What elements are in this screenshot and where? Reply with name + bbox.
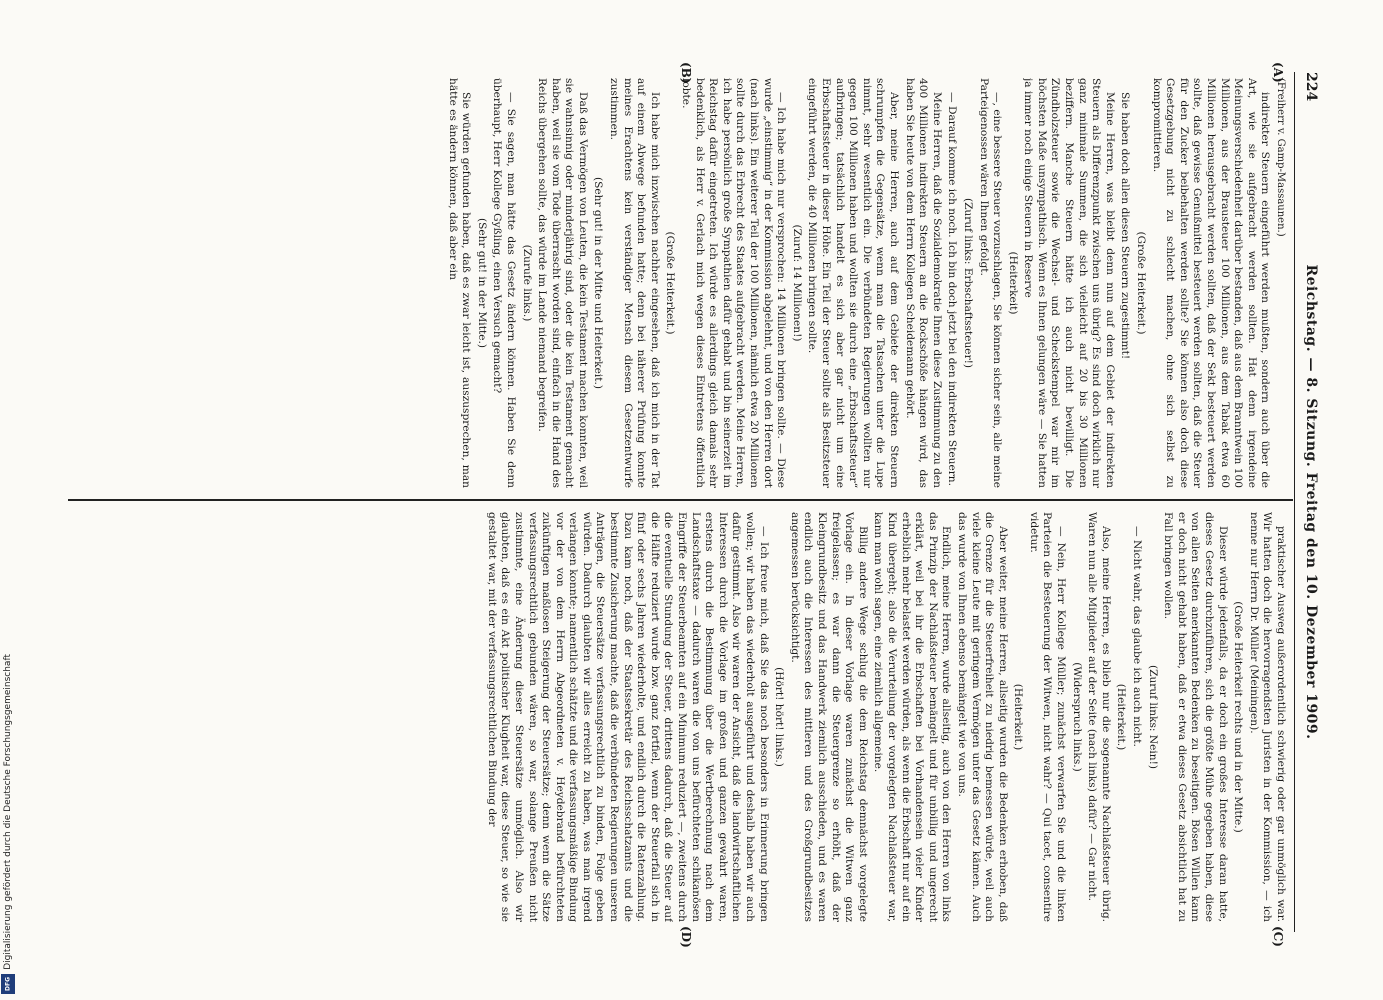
- speech-paragraph: —, eine bessere Steuer vorzuschlagen, Sie können sicher sein, alle meine Parteigenossen wären Ihnen gefolgt.: [977, 78, 1004, 488]
- speech-paragraph: indirekter Steuern eingeführt werden mußten, sondern auch über die Art, wie sie aufgebracht werden sollten. Hat denn irgendeine Meinungsverschiedenheit darüber bestanden, daß aus dem Branntwein 100 Millionen, aus der Brausteuer 100 Millionen, aus dem Tabak etwa 60 Millionen herausgebracht werden sollten, daß der Sekt besteuert werden sollte, daß gewisse Genußmittel besteuert werden sollten, daß die Steuer für den Zucker beibehalten werden sollte? Sie können also doch diese Gesetzgebung nicht zu schlecht machen, ohne sich selbst zu kompromittieren.: [1150, 78, 1272, 488]
- page-number: 224: [1303, 72, 1319, 102]
- running-head: Reichstag. — 8. Sitzung. Freitag den 10. Dezember 1909.: [1303, 264, 1319, 740]
- speech-paragraph: — Nein, Herr Kollege Müller; zunächst verwarfen Sie und die linken Parteien die Besteuerung der Witwen, nicht wahr? — Qui tacet, consentire videtur.: [1027, 512, 1068, 922]
- right-text-column: [72, 512, 1287, 922]
- speech-paragraph: Also, meine Herren, es blieb nur die sogenannte Nachlaßsteuer übrig. Waren nun alle Mitglieder auf der Seite (nach links) dafür? — Gar nicht.: [1086, 512, 1112, 922]
- speech-paragraph: — Sie sagen, man hätte das Gesetz ändern können. Haben Sie denn überhaupt, Herr Kollege Gyßling, einen Versuch gemacht?: [491, 78, 517, 488]
- speech-paragraph: Endlich, meine Herren, wurde allseitig, auch von den Herren von links das Prinzip der Nachlaßsteuer bemängelt und für unbillig und ungerecht erklärt, weil bei ihr die Erbschaften bei Vorhandensein vieler Kinder erheblich mehr belastet werden würden, als wenn die Erbschaft nur auf ein Kind übergeht; also die Verurteilung der vorgelegten Nachlaßsteuer war, kann man wohl sagen, eine ziemlich allgemeine.: [872, 512, 953, 922]
- stage-direction: (Zuruf links: Erbschaftssteuer!): [961, 197, 974, 369]
- speech-paragraph: praktischer Ausweg außerordentlich schwierig oder gar unmöglich war. Wir hatten doch die hervorragendsten Juristen in der Kommission, — ich nenne nur Herrn Dr. Müller (Meiningen).: [1247, 512, 1287, 922]
- speech-paragraph: Sie würden gefunden haben, daß es zwar leicht ist, auszusprechen, man hätte es ändern können, daß aber ein: [446, 78, 473, 488]
- stage-direction: (Sehr gut! in der Mitte und Heiterkeit.): [592, 177, 605, 389]
- column-divider: [68, 499, 1293, 501]
- margin-marker-d: (D): [679, 926, 693, 948]
- digitization-credit: Digitalisierung gefördert durch die Deutsche Forschungsgemeinschaft: [3, 654, 13, 970]
- stage-direction: (Heiterkeit): [1006, 251, 1019, 315]
- stage-direction: (Zuruf links: Nein!): [1146, 664, 1159, 770]
- speech-paragraph: Dieser würde jedenfalls, da er doch ein großes Interesse daran hatte, dieses Gesetz durchzuführen, sich die größte Mühe gegeben haben, diese von allen Seiten anerkannten Bedenken zu beseitigen. Bösen Willen kann er doch nicht gehabt haben, daß er etwa dieses Gesetz absichtlich hat zu Fall bringen wollen.: [1162, 512, 1229, 922]
- speech-paragraph: — Darauf komme ich noch. Ich bin doch jetzt bei den indirekten Steuern.: [946, 92, 959, 486]
- speech-paragraph: Meine Herren, daß die Sozialdemokratie Ihnen diese Zustimmung zu den 400 Millionen indirekten Steuern an die Rockschöße hängen wird, das haben Sie heute von dem Herrn Kollegen Scheidemann gehört.: [903, 78, 943, 488]
- stage-direction: (Große Heiterkeit.): [664, 231, 677, 335]
- left-text-column: [72, 78, 1287, 488]
- margin-marker-b: (B): [679, 62, 693, 84]
- speech-paragraph: Aber, meine Herren, auch auf dem Gebiete der direkten Steuern schrumpfen die Gegensätze, wenn man die Tatsachen unter die Lupe nimmt, sehr wesentlich ein. Die verbündeten Regierungen wollten nur gegen 100 Millionen haben und wollten sie durch eine „Erbschaftssteuer“ aufbringen; tatsächlich handelt es sich aber gar nicht um eine Erbschaftssteuer in dieser Höhe. Ein Teil der Steuer sollte als Besitzsteuer eingeführt werden, die 40 Millionen bringen sollte.: [806, 78, 900, 488]
- digitization-sidebar: [0, 0, 16, 1000]
- speech-paragraph: Ich habe mich inzwischen nachher eingesehen, daß ich mich in der Tat auf einem Abwege befunden hatte; denn bei näherer Prüfung konnte meines Erachtens kein verständiger Mensch diesem Gesetzentwurfe zustimmen.: [608, 78, 661, 488]
- stage-direction: (Sehr gut! in der Mitte.): [475, 218, 488, 348]
- stage-direction: (Große Heiterkeit rechts und in der Mitte.): [1232, 601, 1245, 833]
- stage-direction: (Heiterkeit.): [1115, 683, 1128, 751]
- stage-direction: (Hört! hört! links.): [773, 667, 786, 767]
- page-header: [1293, 72, 1323, 932]
- stage-direction: (Zurufe links.): [520, 244, 533, 322]
- speech-paragraph: Meine Herren, was bleibt denn nun auf dem Gebiet der indirekten Steuern als Differenzpunkt zwischen uns übrig? Es sind doch wirklich nur ganz minimale Summen, die sich vielleicht auf 20 bis 30 Millionen beziffern. Manche Steuern hätte ich auch nicht bewilligt. Die Zündholzsteuer sowie die Wechsel- und Scheckstempel war mir im höchsten Maße unsympathisch. Wenn es Ihnen gelungen wäre — Sie hatten ja immer noch einige Steuern in Reserve: [1022, 78, 1116, 488]
- stage-direction: (Große Heiterkeit.): [1135, 231, 1148, 335]
- margin-marker-a: (A): [1271, 62, 1285, 83]
- speech-paragraph: — Ich freue mich, daß Sie das noch besonders in Erinnerung bringen wollen; wir haben das wiederholt ausgeführt und deshalb haben wir auch dafür gestimmt. Also wir waren der Ansicht, daß die landwirtschaftlichen Interessen durch die Vorlage im großen und ganzen gewahrt waren, erstens durch die Bestimmung über die Wertberechnung nach dem Landschaftstaxe — dadurch waren die von uns befürchteten schikanösen Eingriffe der Steuerbeamten auf ein Minimum reduziert —, zweitens durch die eventuelle Stundung der Steuer, drittens dadurch, daß die Steuer auf die Hälfte reduziert wurde bzw. ganz fortfiel, wenn der Steuerfall sich in fünf oder sechs Jahren wiederholte, und endlich durch die Ratenzahlung. Dazu kam noch, daß der Staatssekretär des Reichsschatzamts und die bestimmte Zusicherung machte, daß die verbündeten Regierungen unseren Anträgen, die Steuersätze verfassungsrechtlich zu binden, Folge geben würden. Dadurch glaubten wir alles erreicht zu haben, was man irgend verlangen konnte; namentlich schätzte und die verfassungsmäßige Bindung vor der von dem Herrn Abgeordneten v. Heydebrand befürchteten zukünftigen maßlosen Steigerung der Steuersätze; denn wenn die Sätze verfassungsrechtlich gebunden wären, so war, solange Preußen nicht zustimmte, eine Änderung dieser Steuersätze unmöglich. Also wir glaubten, daß es ein Akt politischer Klugheit war, diese Steuer, so wie sie gestaltet war, mit der verfassungsrechtlichen Bindung der: [485, 512, 770, 922]
- speech-paragraph: — Ich habe mich nur versprochen: 14 Millionen bringen sollte. — Diese wurde „einstimmig“ in der Kommission abgelehnt, und von den Herren dort (nach links). Ein weiterer Teil der 100 Millionen, nämlich etwa 20 Millionen sollte durch das Erbrecht des Staates aufgebracht werden. Meine Herren, ich habe persönlich große Sympathien dafür gehabt und bin seinerzeit im Reichstag dafür eingetreten. Ich würde es allerdings gleich damals sehr bedenklich, als Herr v. Gerlach mich wegen dieses Eintretens öffentlich lobte.: [680, 78, 788, 488]
- speech-paragraph: Aber weiter, meine Herren, allseitig wurden die Bedenken erhoben, daß die Grenze für die Steuerfreiheit zu niedrig bemessen würde, weil auch viele kleine Leute mit geringem Vermögen unter das Gesetz kämen. Auch das wurde von Ihnen ebenso bemängelt wie von uns.: [955, 512, 1009, 922]
- speaker-line: (Freiherr v. Gamp-Massaunen.): [1275, 78, 1286, 237]
- dfg-logo-icon: DFG: [1, 974, 15, 994]
- header-rule: [1294, 72, 1295, 932]
- stage-direction: (Heiterkeit.): [1012, 683, 1025, 751]
- speech-paragraph: Sie haben doch allen diesen Steuern zugestimmt!: [1119, 92, 1132, 360]
- speech-paragraph: Billig andere Wege schlug die dem Reichstag demnächst vorgelegte Vorlage ein. In dieser Vorlage waren zunächst die Witwen ganz freigelassen; es war dann die Steuergrenze so erhöht, daß der Kleingrundbesitz und das Handwerk ziemlich ausschieden, und es waren endlich auch die Interessen des mittleren und des Großgrundbesitzes angemessen berücksichtigt.: [788, 512, 869, 922]
- stage-direction: (Zuruf: 14 Millionen!): [790, 224, 803, 342]
- speech-paragraph: Daß das Vermögen von Leuten, die kein Testament machen konnten, weil sie wahnsinnig oder minderjährig sind, oder die kein Testament gemacht haben, weil sie vom Tode überrascht worden sind, einfach in die Hand des Reichs übergehen sollte, das würde im Lande niemand begreifen.: [536, 78, 589, 488]
- stage-direction: (Widerspruch links.): [1070, 662, 1083, 772]
- speech-paragraph: — Nicht wahr, das glaube ich auch nicht.: [1131, 526, 1144, 747]
- margin-marker-c: (C): [1271, 926, 1285, 947]
